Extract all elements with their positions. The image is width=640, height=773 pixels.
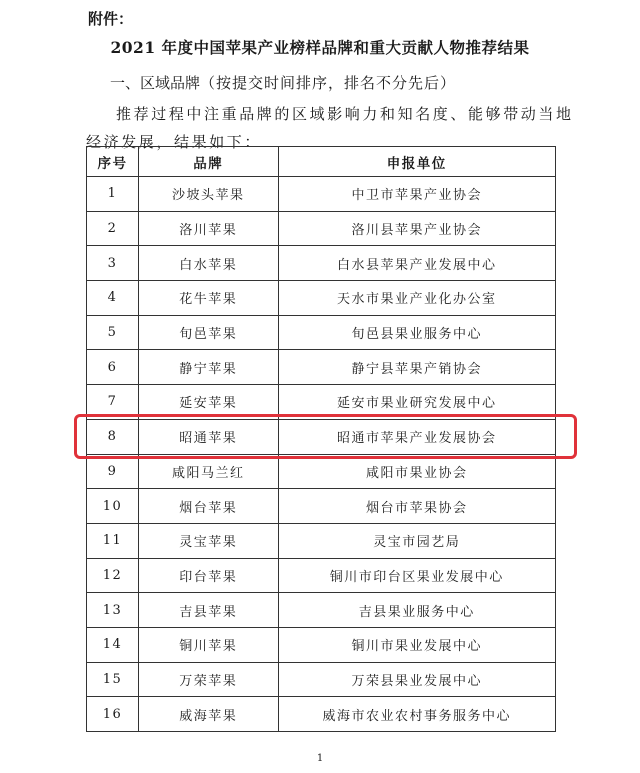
row-number: 10: [87, 489, 139, 524]
row-brand: 万荣苹果: [138, 662, 278, 697]
row-number: 1: [87, 177, 139, 212]
row-brand: 印台苹果: [138, 558, 278, 593]
row-number: 14: [87, 627, 139, 662]
row-brand: 灵宝苹果: [138, 523, 278, 558]
row-unit: 灵宝市园艺局: [278, 523, 555, 558]
row-unit: 天水市果业产业化办公室: [278, 281, 555, 316]
row-brand: 吉县苹果: [138, 593, 278, 628]
row-number: 3: [87, 246, 139, 281]
table-row: [87, 558, 556, 593]
row-number: 2: [87, 211, 139, 246]
row-number: 15: [87, 662, 139, 697]
row-unit: 静宁县苹果产销协会: [278, 350, 555, 385]
row-brand: 花牛苹果: [138, 281, 278, 316]
row-unit: 铜川市果业发展中心: [278, 627, 555, 662]
row-number: 5: [87, 315, 139, 350]
row-unit: 铜川市印台区果业发展中心: [278, 558, 555, 593]
row-number: 7: [87, 385, 139, 420]
row-unit: 吉县果业服务中心: [278, 593, 555, 628]
intro-paragraph: 推荐过程中注重品牌的区域影响力和知名度、能够带动当地经济发展，结果如下：: [86, 105, 574, 151]
row-brand: 昭通苹果: [138, 419, 278, 454]
document-title: 2021 年度中国苹果产业榜样品牌和重大贡献人物推荐结果: [110, 38, 530, 57]
row-brand: 静宁苹果: [138, 350, 278, 385]
row-number: 9: [87, 454, 139, 489]
attachment-label: 附件：: [88, 10, 134, 28]
highlight-box: [74, 414, 577, 459]
section-heading: [110, 72, 456, 93]
table-row: [87, 523, 556, 558]
row-number: 16: [87, 697, 139, 732]
row-unit: 旬邑县果业服务中心: [278, 315, 555, 350]
table-header-row: [87, 147, 556, 177]
row-brand: 威海苹果: [138, 697, 278, 732]
section-heading-text: 一、区域品牌: [110, 74, 201, 92]
row-brand: 咸阳马兰红: [138, 454, 278, 489]
table-row: [87, 350, 556, 385]
row-brand: 延安苹果: [138, 385, 278, 420]
header-number: 序号: [87, 147, 139, 177]
table-row: [87, 593, 556, 628]
row-brand: 白水苹果: [138, 246, 278, 281]
table-row: [87, 489, 556, 524]
row-unit: 昭通市苹果产业发展协会: [278, 419, 555, 454]
row-brand: 洛川苹果: [138, 211, 278, 246]
row-unit: 洛川县苹果产业协会: [278, 211, 555, 246]
table-row: [87, 211, 556, 246]
row-unit: 万荣县果业发展中心: [278, 662, 555, 697]
section-note: （按提交时间排序，排名不分先后）: [200, 74, 457, 92]
table-row: [87, 697, 556, 732]
row-unit: 咸阳市果业协会: [278, 454, 555, 489]
row-unit: 延安市果业研究发展中心: [278, 385, 555, 420]
table-row: [87, 315, 556, 350]
row-unit: 白水县苹果产业发展中心: [278, 246, 555, 281]
row-unit: 中卫市苹果产业协会: [278, 177, 555, 212]
row-number: 12: [87, 558, 139, 593]
row-number: 8: [87, 419, 139, 454]
table-row: [87, 662, 556, 697]
row-brand: 烟台苹果: [138, 489, 278, 524]
table-row: [87, 281, 556, 316]
header-unit: 申报单位: [278, 147, 555, 177]
row-brand: 旬邑苹果: [138, 315, 278, 350]
table-row: [87, 246, 556, 281]
table-row: [87, 177, 556, 212]
row-number: 6: [87, 350, 139, 385]
header-brand: 品牌: [138, 147, 278, 177]
row-unit: 烟台市苹果协会: [278, 489, 555, 524]
row-unit: 威海市农业农村事务服务中心: [278, 697, 555, 732]
row-brand: 沙坡头苹果: [138, 177, 278, 212]
row-brand: 铜川苹果: [138, 627, 278, 662]
row-number: 4: [87, 281, 139, 316]
row-number: 11: [87, 523, 139, 558]
table-row: [87, 454, 556, 489]
table-row: [87, 627, 556, 662]
page-number: 1: [316, 753, 324, 764]
row-number: 13: [87, 593, 139, 628]
